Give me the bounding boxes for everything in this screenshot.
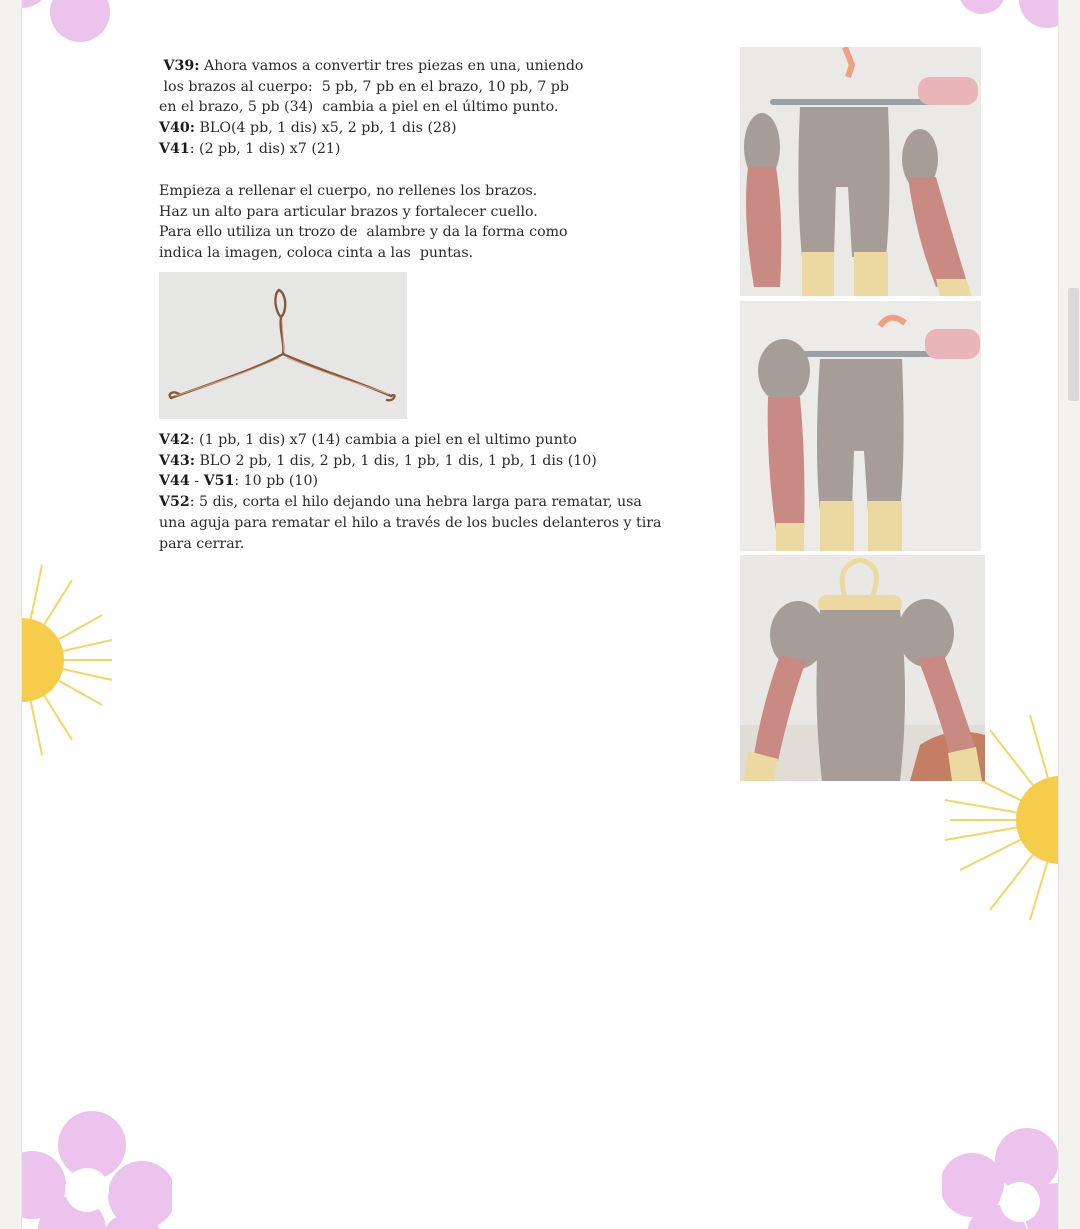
row-text: : (1 pb, 1 dis) x7 (14) cambia a piel en el ultimo punto bbox=[189, 432, 577, 448]
wire-armature-photo bbox=[159, 272, 407, 419]
row-text: BLO 2 pb, 1 dis, 2 pb, 1 dis, 1 pb, 1 dis, 1 pb, 1 dis (10) bbox=[195, 452, 597, 469]
instructions-block-1 bbox=[159, 56, 583, 160]
row-text: Ahora vamos a convertir tres piezas en una, uniendo bbox=[199, 58, 584, 74]
scrollbar[interactable] bbox=[1066, 0, 1080, 1229]
row-v52-line3: para cerrar. bbox=[159, 535, 245, 552]
row-v41 bbox=[159, 139, 583, 160]
row-label: V42 bbox=[159, 432, 190, 448]
row-v42 bbox=[159, 430, 662, 451]
flower-icon bbox=[22, 1105, 172, 1229]
row-v39-line3: en el brazo, 5 pb (34) cambia a piel en el último punto. bbox=[159, 99, 559, 116]
row-label: V44 bbox=[159, 473, 190, 490]
row-v52-line1 bbox=[159, 492, 662, 513]
scrollbar-thumb[interactable] bbox=[1068, 288, 1079, 401]
row-text: : (2 pb, 1 dis) x7 (21) bbox=[189, 140, 341, 157]
instructions-block-2 bbox=[159, 430, 662, 554]
flower-icon bbox=[22, 0, 142, 50]
paragraph-line: Haz un alto para articular brazos y fortalecer cuello. bbox=[159, 203, 538, 220]
row-v52-line2: una aguja para rematar el hilo a través de los bucles delanteros y tira bbox=[159, 514, 662, 531]
row-v39-line1 bbox=[159, 56, 583, 77]
paragraph-line: Empieza a rellenar el cuerpo, no rellenes los brazos. bbox=[159, 183, 538, 199]
row-v44-v51 bbox=[159, 471, 662, 492]
row-text: : 10 pb (10) bbox=[234, 473, 319, 490]
row-label: V51 bbox=[203, 473, 235, 490]
stuffing-paragraph bbox=[159, 181, 568, 264]
row-separator: - bbox=[189, 473, 204, 490]
row-label: V41 bbox=[159, 140, 190, 157]
document-page bbox=[22, 0, 1058, 1229]
paragraph-line: Para ello utiliza un trozo de alambre y da la forma como bbox=[159, 224, 568, 241]
row-text: BLO(4 pb, 1 dis) x5, 2 pb, 1 dis (28) bbox=[195, 120, 457, 137]
row-v43 bbox=[159, 451, 662, 472]
row-label: V40: bbox=[159, 120, 195, 137]
crochet-body-photo-3 bbox=[740, 555, 985, 781]
sun-icon bbox=[22, 555, 142, 765]
flower-icon bbox=[952, 0, 1058, 35]
row-v39-line2: los brazos al cuerpo: 5 pb, 7 pb en el brazo, 10 pb, 7 pb bbox=[159, 78, 569, 95]
row-v40 bbox=[159, 118, 583, 139]
paragraph-line: indica la imagen, coloca cinta a las puntas. bbox=[159, 245, 474, 262]
row-label: V39: bbox=[163, 58, 200, 74]
flower-icon bbox=[942, 1120, 1058, 1229]
crochet-body-photo-2 bbox=[740, 301, 981, 551]
row-text: : 5 dis, corta el hilo dejando una hebra larga para rematar, usa bbox=[189, 494, 642, 511]
row-label: V43: bbox=[159, 452, 195, 469]
row-label: V52 bbox=[159, 494, 190, 511]
crochet-body-photo-1 bbox=[740, 47, 981, 296]
